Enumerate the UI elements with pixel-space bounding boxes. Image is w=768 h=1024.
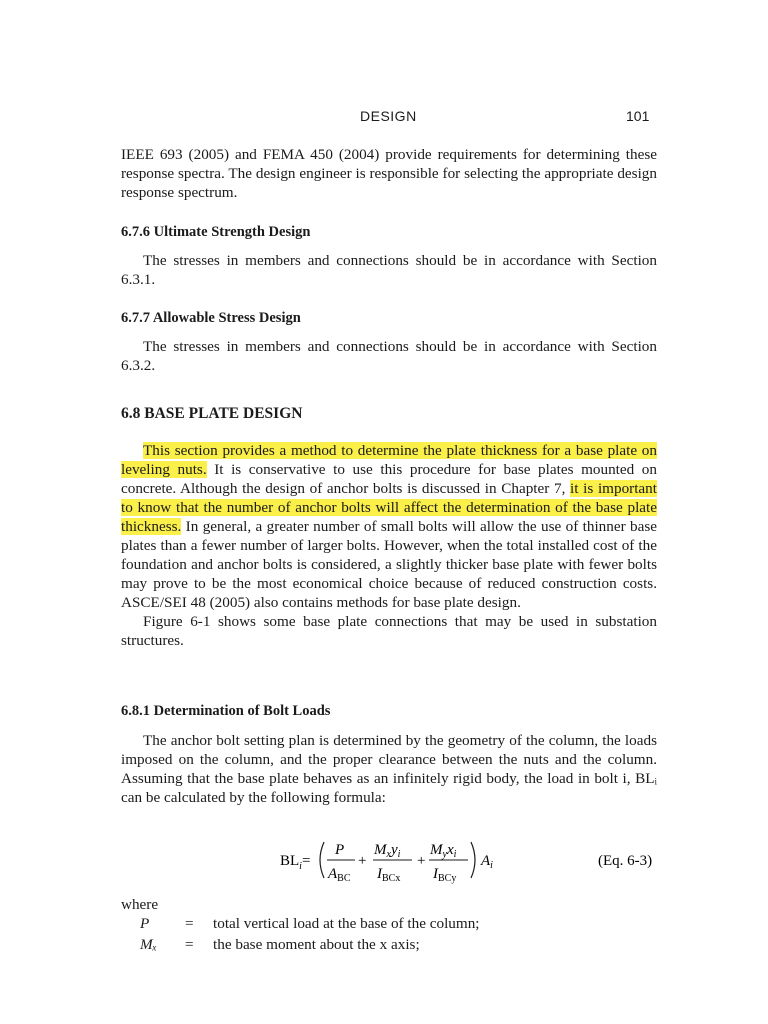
definition-item xyxy=(140,934,660,955)
section-6-7-7-text: The stresses in members and connections should be in accordance with Section 6.3.2. xyxy=(121,338,657,374)
eq-rhs: $A_i$ xyxy=(481,853,493,871)
plus-1: + xyxy=(358,853,367,869)
intro-paragraph xyxy=(121,145,657,202)
section-6-7-7-body xyxy=(121,337,657,375)
section-6-8-1-body xyxy=(121,731,657,807)
section-6-8-paragraph-2: Figure 6-1 shows some base plate connections that may be used in substation structures. xyxy=(121,613,657,649)
term3-denominator: $I_{BCy}$ xyxy=(433,866,457,884)
term2-denominator: $I_{BCx}$ xyxy=(377,866,401,884)
heading-6-7-7: 6.7.7 Allowable Stress Design xyxy=(121,310,301,326)
highlighted-text-2: it is important to know that the number of anchor bolts will affect the determination of the base plate thickness. xyxy=(121,480,657,535)
definitions-list xyxy=(140,913,660,955)
equation-label: (Eq. 6-3) xyxy=(598,853,653,869)
section-6-8-body xyxy=(121,441,657,650)
definition-text: the base moment about the x axis; xyxy=(213,936,420,953)
running-header xyxy=(0,108,768,130)
term1-denominator: $A_{BC}$ xyxy=(328,866,351,884)
definition-item xyxy=(140,913,660,934)
term3-numerator: $M_yx_i$ xyxy=(430,842,457,860)
left-paren xyxy=(320,842,324,878)
section-6-8-paragraph-1 xyxy=(121,441,657,612)
definition-text: total vertical load at the base of the column; xyxy=(213,915,480,932)
eq-lhs: $BL_i=$ xyxy=(280,853,311,872)
section-6-7-6-text: The stresses in members and connections should be in accordance with Section 6.3.1. xyxy=(121,252,657,288)
equation-6-3 xyxy=(280,836,680,884)
plus-2: + xyxy=(417,853,426,869)
definition-equals: = xyxy=(185,936,194,953)
heading-6-8: 6.8 BASE PLATE DESIGN xyxy=(121,405,303,422)
section-6-8-1-text: The anchor bolt setting plan is determined by the geometry of the column, the loads imposed on the column, and the proper clearance between the nuts and the column. Assuming that the base plate behaves as an infinitely rigid body, the load in bolt i, BLᵢ can be calculated by the following formula: xyxy=(121,732,657,806)
heading-6-7-6: 6.7.6 Ultimate Strength Design xyxy=(121,224,311,240)
definition-equals: = xyxy=(185,915,194,932)
section-6-7-6-body xyxy=(121,251,657,289)
definition-symbol: Mₓ xyxy=(140,936,157,953)
paragraph-text-middle: It is conservative to use this procedure for base plates mounted on concrete. Although the design of anchor bolts is discussed in Chapter 7, xyxy=(121,461,657,497)
header-title: DESIGN xyxy=(360,108,417,124)
paragraph-text-end: In general, a greater number of small bolts will allow the use of thinner base plates than a fewer number of larger bolts. However, when the total installed cost of the foundation and anchor bolts is considered, a slightly thicker base plate with fewer bolts may prove to be the most economical choice because of reduced construction costs. ASCE/SEI 48 (2005) also contains methods for base plate design. xyxy=(121,518,657,611)
highlighted-text-1: This section provides a method to determine the plate thickness for a base plate on leveling nuts. xyxy=(121,442,657,478)
page-number: 101 xyxy=(626,108,650,124)
heading-6-8-1: 6.8.1 Determination of Bolt Loads xyxy=(121,703,331,719)
term1-numerator: P xyxy=(335,842,345,858)
right-paren xyxy=(471,842,475,878)
equation-graphic xyxy=(280,836,680,884)
where-label: where xyxy=(121,896,159,913)
intro-text: IEEE 693 (2005) and FEMA 450 (2004) provide requirements for determining these response spectra. The design engineer is responsible for selecting the appropriate design response spectrum. xyxy=(121,146,657,201)
term2-numerator: $M_xy_i$ xyxy=(374,842,401,860)
definition-symbol: P xyxy=(140,915,150,932)
